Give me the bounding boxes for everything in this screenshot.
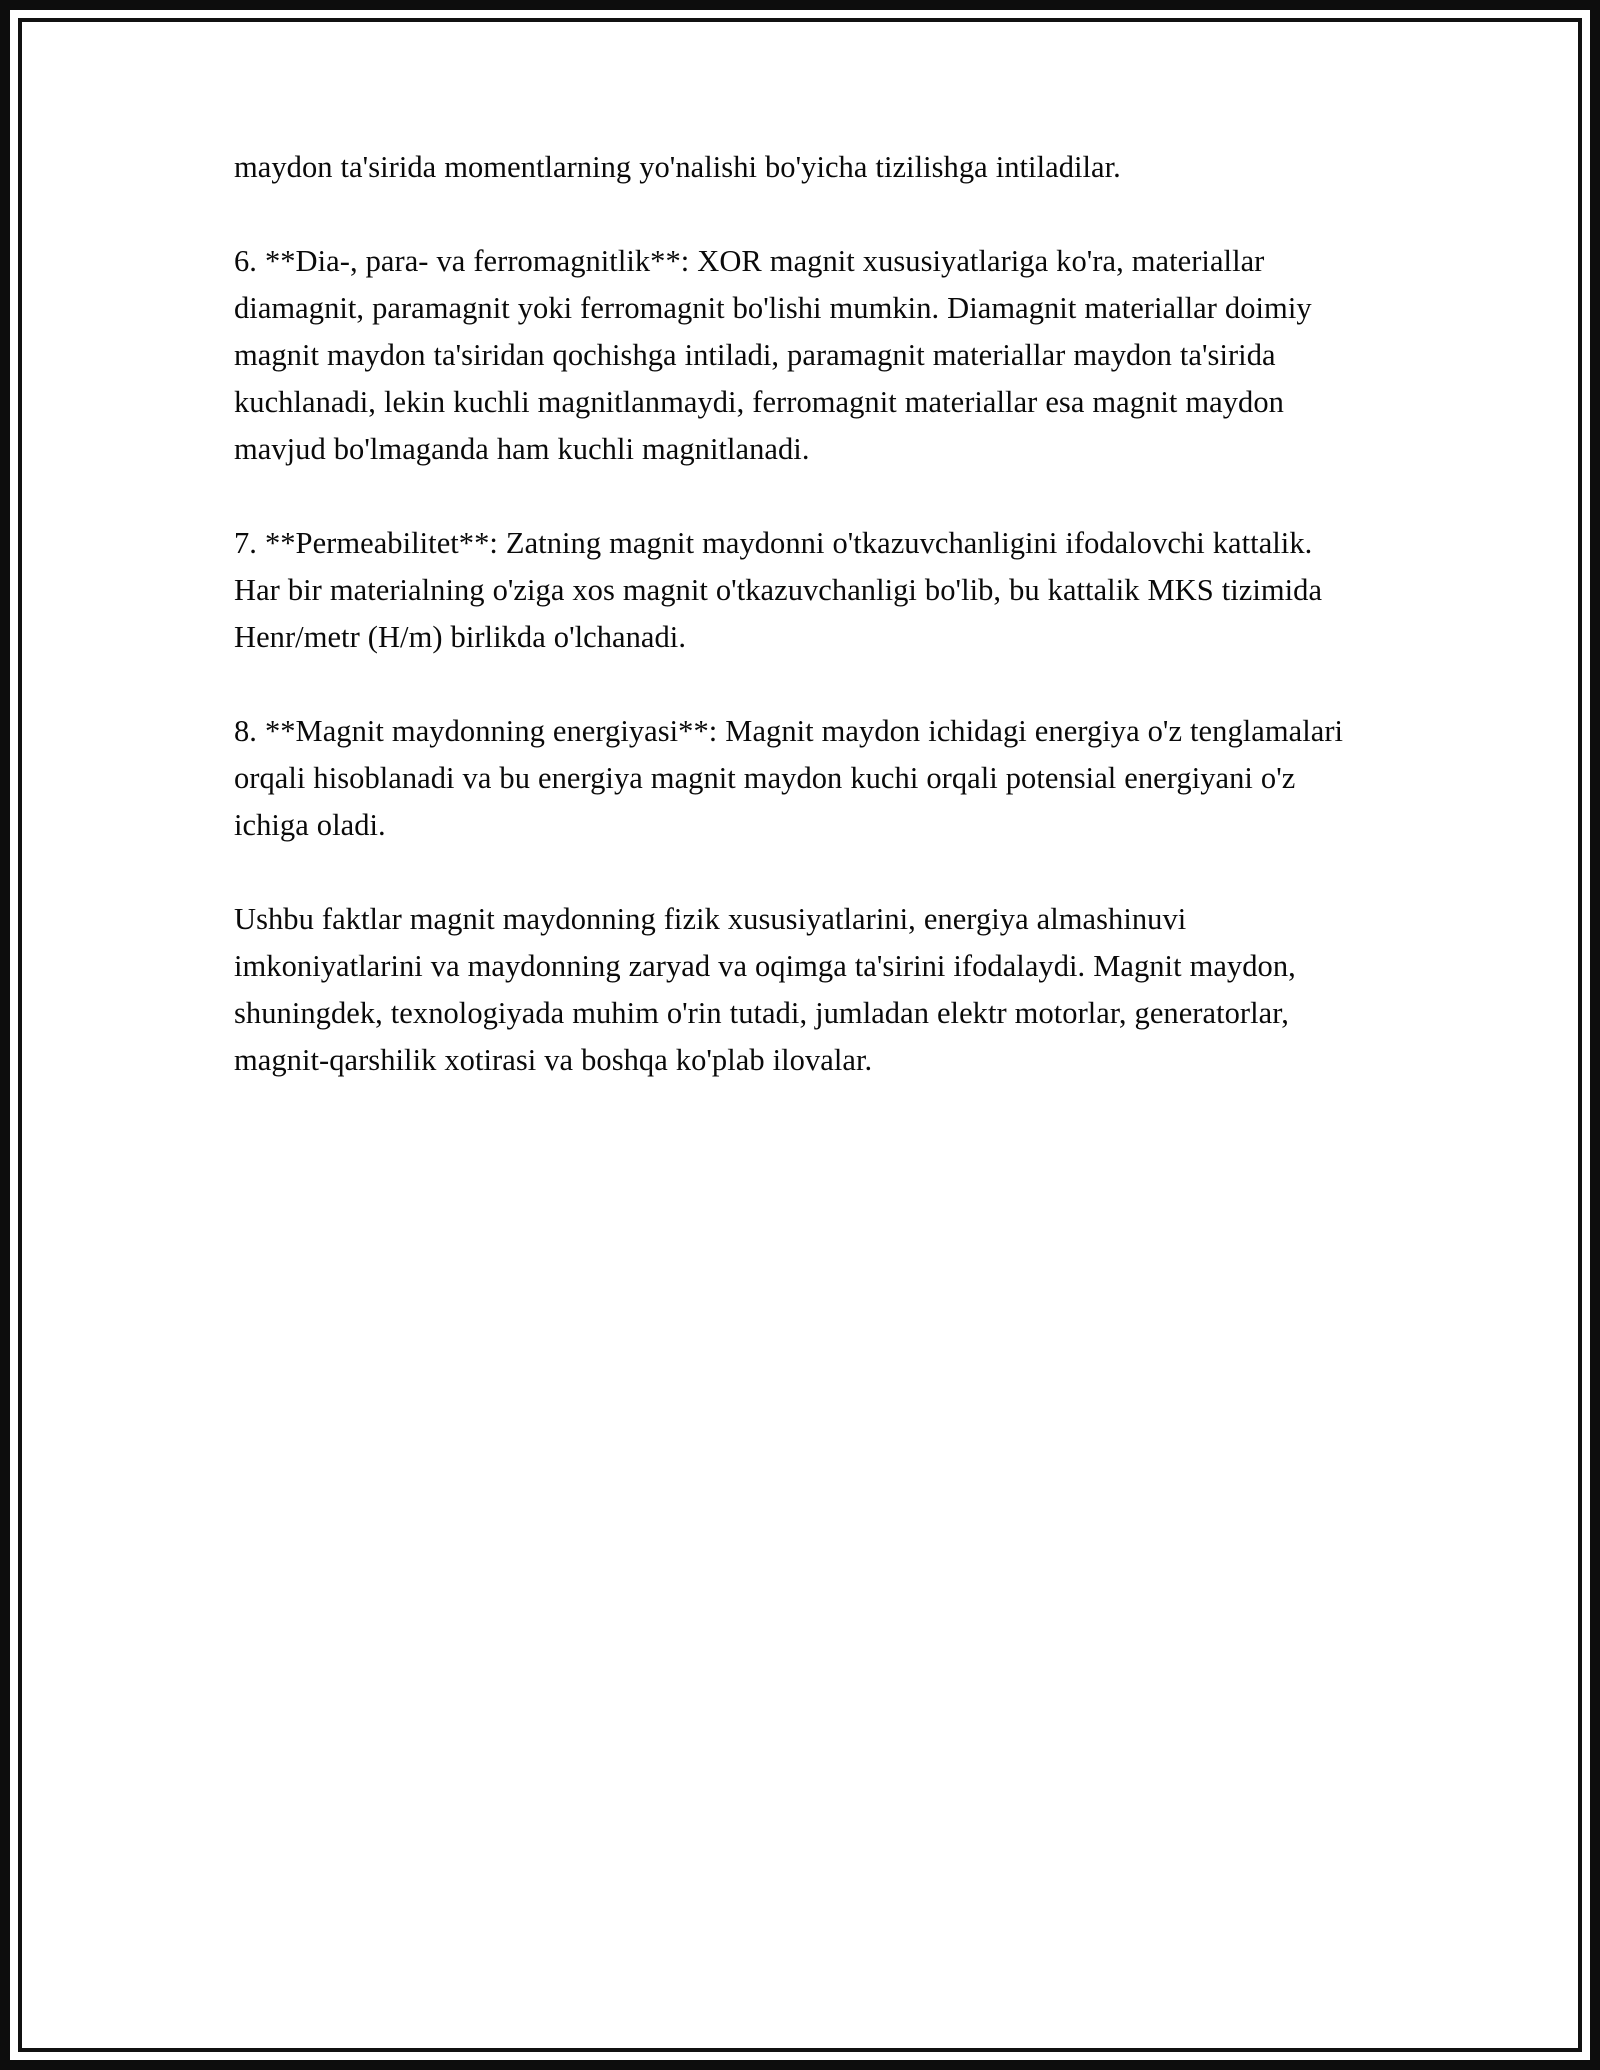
page-border-gutter (10, 10, 1590, 2060)
document-text-column (234, 144, 1366, 1084)
paragraph-continuation-line: maydon ta'sirida momentlarning yo'nalishi bo'yicha tizilishga intiladilar. (234, 150, 1121, 184)
document-page (22, 22, 1578, 2048)
paragraph-item-8-magnit-maydonning-energiyasi: 8. **Magnit maydonning energiyasi**: Magnit maydon ichidagi energiya o'z tenglamalari orqali hisoblanadi va bu energiya magnit maydon kuchi orqali potensial energiyani o'z ichiga oladi. (234, 714, 1352, 842)
paragraph-item-7-permeabilitet: 7. **Permeabilitet**: Zatning magnit maydonni o'tkazuvchanligini ifodalovchi kattalik. Har bir materialning o'ziga xos magnit o'tkazuvchanligi bo'lib, bu kattalik MKS tizimida Henr/metr (H/m) birlikda o'lchanadi. (234, 526, 1331, 654)
paragraph-item-6-dia-para-ferromagnitlik: 6. **Dia-, para- va ferromagnitlik**: XOR magnit xususiyatlariga ko'ra, materiallar diamagnit, paramagnit yoki ferromagnit bo'lishi mumkin. Diamagnit materiallar doimiy magnit maydon ta'siridan qochishga intiladi, paramagnit materiallar maydon ta'sirida kuchlanadi, lekin kuchli magnitlanmaydi, ferromagnit materiallar esa magnit maydon mavjud bo'lmaganda ham kuchli magnitlanadi. (234, 244, 1320, 466)
page-inner-rule (18, 18, 1582, 2052)
paragraph-closing-summary: Ushbu faktlar magnit maydonning fizik xususiyatlarini, energiya almashinuvi imkoniyatlarini va maydonning zaryad va oqimga ta'sirini ifodalaydi. Magnit maydon, shuningdek, texnologiyada muhim o'rin tutadi, jumladan elektr motorlar, generatorlar, magnit-qarshilik xotirasi va boshqa ko'plab ilovalar. (234, 902, 1304, 1077)
